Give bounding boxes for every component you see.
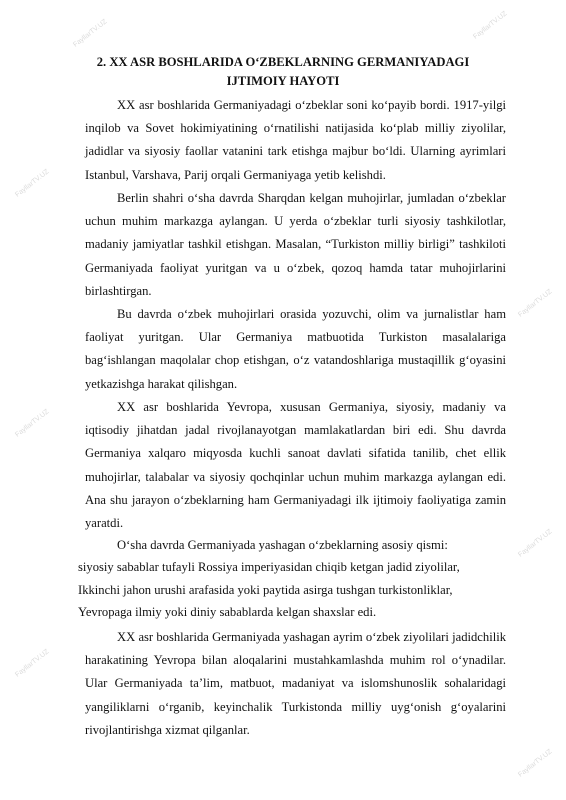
watermark: FayllarTV.UZ (517, 528, 554, 559)
list (78, 556, 518, 624)
watermark: FayllarTV.UZ (517, 288, 554, 319)
list-item: Ikkinchi jahon urushi arafasida yoki paytida asirga tushgan turkistonliklar, (78, 582, 453, 597)
watermark: FayllarTV.UZ (14, 168, 51, 199)
list-item: siyosiy sabablar tufayli Rossiya imperiyasidan chiqib ketgan jadid ziyolilar, (78, 560, 460, 574)
watermark: FayllarTV.UZ (14, 648, 51, 679)
paragraph-3: Bu davrda o‘zbek muhojirlari orasida yozuvchi, olim va jurnalistlar ham faoliyat yuritgan. Ular Germaniya matbuotida Turkiston masalalariga bag‘ishlangan maqolalar chop etishgan, o‘z vatandoshlariga mustaqillik g‘oyasini yetkazishga harakat qilishgan. (85, 307, 506, 391)
paragraph-1: XX asr boshlarida Germaniyadagi o‘zbeklar soni ko‘payib bordi. 1917-yilgi inqilob va Sovet hokimiyatining o‘rnatilishi natijasida ko‘plab milliy ziyolilar, jadidlar va siyosiy faollar vatanini tark etishga majbur bo‘ldi. Ularning ayrimlari Istanbul, Varshava, Parij orqali Germaniyaga yetib kelishdi. (85, 98, 506, 182)
paragraph-5: XX asr boshlarida Germaniyada yashagan ayrim o‘zbek ziyolilari jadidchilik harakatining Yevropa bilan aloqalarini mustahkamlashda muhim rol o‘ynadilar. Ular Germaniyada ta’lim, matbuot, madaniyat va islomshunoslik sohalaridagi yangiliklarni o‘rganib, keyinchalik Turkistonda milliy uyg‘onish g‘oyalarini rivojlantirishga xizmat qilganlar. (85, 630, 506, 737)
watermark: FayllarTV.UZ (472, 10, 509, 41)
section-title-line-2: IJTIMOIY HAYOTI (226, 74, 340, 88)
watermark: FayllarTV.UZ (72, 18, 109, 49)
section-title (60, 53, 506, 91)
list-item: Yevropaga ilmiy yoki diniy sabablarda kelgan shaxslar edi. (78, 605, 377, 619)
list-intro: O‘sha davrda Germaniyada yashagan o‘zbeklarning asosiy qismi: (117, 538, 448, 552)
paragraph-2: Berlin shahri o‘sha davrda Sharqdan kelgan muhojirlar, jumladan o‘zbeklar uchun muhim markazga aylangan. U yerda o‘zbeklar turli siyosiy tashkilotlar, madaniy jamiyatlar tashkil etishgan. Masalan, “Turkiston milliy birligi” tashkiloti Germaniyada faoliyat yuritgan va u o‘zbek, qozoq hamda tatar muhojirlarini birlashtirgan. (85, 191, 506, 298)
section-title-line-1: 2. XX ASR BOSHLARIDA O‘ZBEKLARNING GERMANIYADAGI (96, 55, 470, 69)
watermark: FayllarTV.UZ (14, 408, 51, 439)
paragraph-4: XX asr boshlarida Yevropa, xususan Germaniya, siyosiy, madaniy va iqtisodiy jihatdan jadal rivojlanayotgan mamlakatlardan biri edi. Shu davrda Germaniya xalqaro miqyosda kuchli sanoat davlati sifatida tanilib, chet ellik muhojirlar, talabalar va siyosiy qochqinlar uchun muhim markazga aylangan edi. Ana shu jarayon o‘zbeklarning ham Germaniyadagi ilk ijtimoiy faoliyatiga zamin yaratdi. (85, 400, 506, 531)
watermark: FayllarTV.UZ (517, 748, 554, 779)
